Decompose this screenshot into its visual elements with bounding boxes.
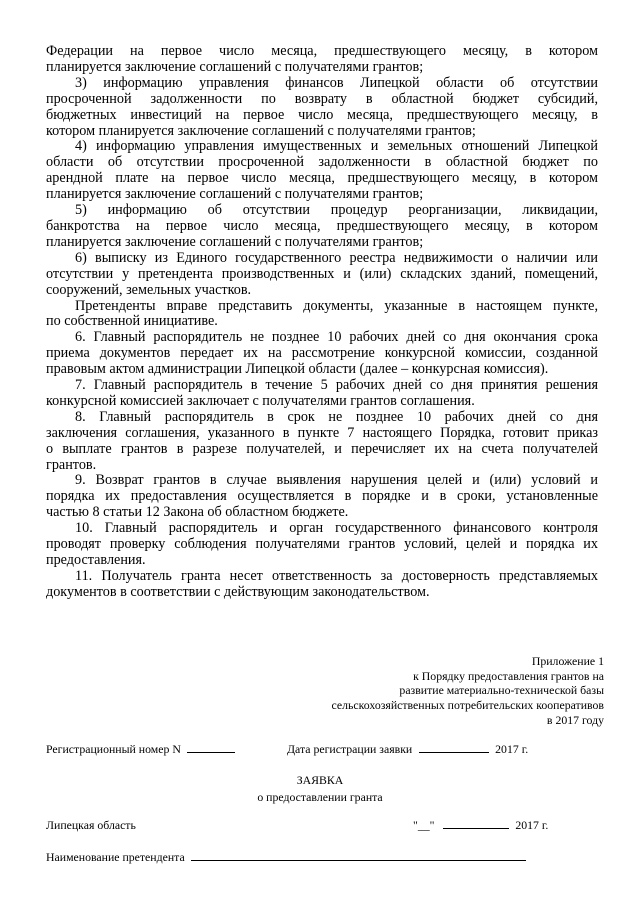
region-label: Липецкая область [46, 818, 136, 832]
appendix-line: развитие материально-технической базы [399, 683, 604, 698]
date-close-quote: " [429, 818, 435, 832]
paragraph-line: заключения соглашения, указанного в пункте 7 настоящего Порядка, готовит приказ [46, 424, 598, 441]
paragraph-line: Федерации на первое число месяца, предшествующего месяцу, в котором [46, 43, 598, 59]
paragraph-line: по собственной инициативе. [46, 313, 218, 330]
reg-date-field[interactable] [419, 742, 489, 753]
paragraph-line: банкротства на первое число месяца, предшествующего месяцу, в котором [46, 217, 598, 234]
document-body [46, 44, 598, 601]
date-year: 2017 г. [515, 818, 549, 832]
form-title: ЗАЯВКА [296, 773, 344, 787]
paragraph-line: Претенденты вправе представить документы, указанные в настоящем пункте, [75, 297, 598, 314]
paragraph-line: 6. Главный распорядитель не позднее 10 рабочих дней со дня окончания срока [75, 329, 598, 346]
paragraph-line: грантов. [46, 456, 97, 473]
paragraph-line: области об отсутствии просроченной задолженности в областной бюджет по [46, 154, 598, 171]
paragraph-line: документов в соответствии с действующим законодательством. [46, 583, 430, 600]
paragraph-line: 11. Получатель гранта несет ответственность за достоверность представляемых [75, 567, 598, 584]
paragraph-line: 4) информацию управления имущественных и земельных отношений Липецкой [75, 138, 598, 155]
paragraph-line: котором планируется заключение соглашений с получателями грантов; [46, 122, 476, 139]
paragraph-line: 10. Главный распорядитель и орган государственного финансового контроля [75, 520, 598, 537]
paragraph-line: просроченной задолженности по возврату в областной бюджет субсидий, [46, 90, 598, 107]
paragraph-line: бюджетных инвестиций на первое число месяца, предшествующего месяцу, в [46, 106, 598, 123]
paragraph-line: о выплате грантов в разрезе получателей, и перечисляет их на счета получателей [46, 440, 598, 457]
reg-number-row [46, 742, 235, 757]
paragraph-line: 7. Главный распорядитель в течение 5 рабочих дней со дня принятия решения [75, 377, 598, 394]
reg-date-year: 2017 г. [495, 742, 529, 756]
paragraph-line: частью 8 статьи 12 Закона об областном бюджете. [46, 504, 349, 521]
paragraph-line: конкурсной комиссией заключает с получателями грантов соглашения. [46, 392, 475, 409]
form-date-row [413, 818, 548, 833]
paragraph-line: арендной плате на первое число месяца, предшествующего месяцу, в котором [46, 170, 598, 187]
paragraph-line: 3) информацию управления финансов Липецкой области об отсутствии [75, 74, 598, 91]
reg-date-row [287, 742, 528, 757]
paragraph-line: проводят проверку соблюдения получателями грантов условий, целей и порядка их [46, 536, 598, 553]
appendix-line: к Порядку предоставления грантов на [413, 668, 604, 683]
paragraph-line: 8. Главный распорядитель в срок не позднее 10 рабочих дней со дня [75, 408, 598, 425]
applicant-label: Наименование претендента [46, 850, 185, 864]
appendix-line: в 2017 году [546, 712, 604, 727]
appendix-line: Приложение 1 [531, 654, 604, 668]
appendix-line: сельскохозяйственных потребительских кооперативов [331, 698, 604, 713]
paragraph-line: отсутствии у претендента производственных и (или) складских зданий, помещений, [46, 265, 598, 282]
reg-number-label: Регистрационный номер N [46, 742, 181, 756]
date-month-field[interactable] [443, 818, 509, 829]
date-day-field[interactable]: __ [417, 818, 430, 832]
paragraph-line: 9. Возврат грантов в случае выявления нарушения целей и (или) условий и [75, 472, 598, 489]
paragraph-line: планируется заключение соглашений с получателями грантов; [46, 233, 424, 250]
paragraph-line: планируется заключение соглашений с получателями грантов; [46, 186, 424, 203]
reg-date-label: Дата регистрации заявки [287, 742, 413, 756]
paragraph-line: правовым актом администрации Липецкой области (далее – конкурсная комиссия). [46, 361, 549, 378]
paragraph-line: предоставления. [46, 552, 146, 568]
form-subtitle: о предоставлении гранта [257, 790, 383, 804]
paragraph-line: приема документов передает их на рассмотрение конкурсной комиссии, созданной [46, 345, 598, 362]
paragraph-line: сооружений, земельных участков. [46, 281, 252, 298]
paragraph-line: 5) информацию об отсутствии процедур реорганизации, ликвидации, [75, 202, 598, 219]
paragraph-line: 6) выписку из Единого государственного реестра недвижимости о наличии или [75, 249, 598, 266]
date-open-quote: " [413, 818, 418, 832]
appendix-header [284, 654, 604, 728]
paragraph-line: планируется заключение соглашений с получателями грантов; [46, 58, 424, 75]
applicant-name-field[interactable] [191, 850, 526, 861]
reg-number-field[interactable] [187, 742, 235, 753]
paragraph-line: порядка их предоставления осуществляется в порядке и в сроки, установленные [46, 488, 598, 505]
applicant-row [46, 850, 526, 865]
